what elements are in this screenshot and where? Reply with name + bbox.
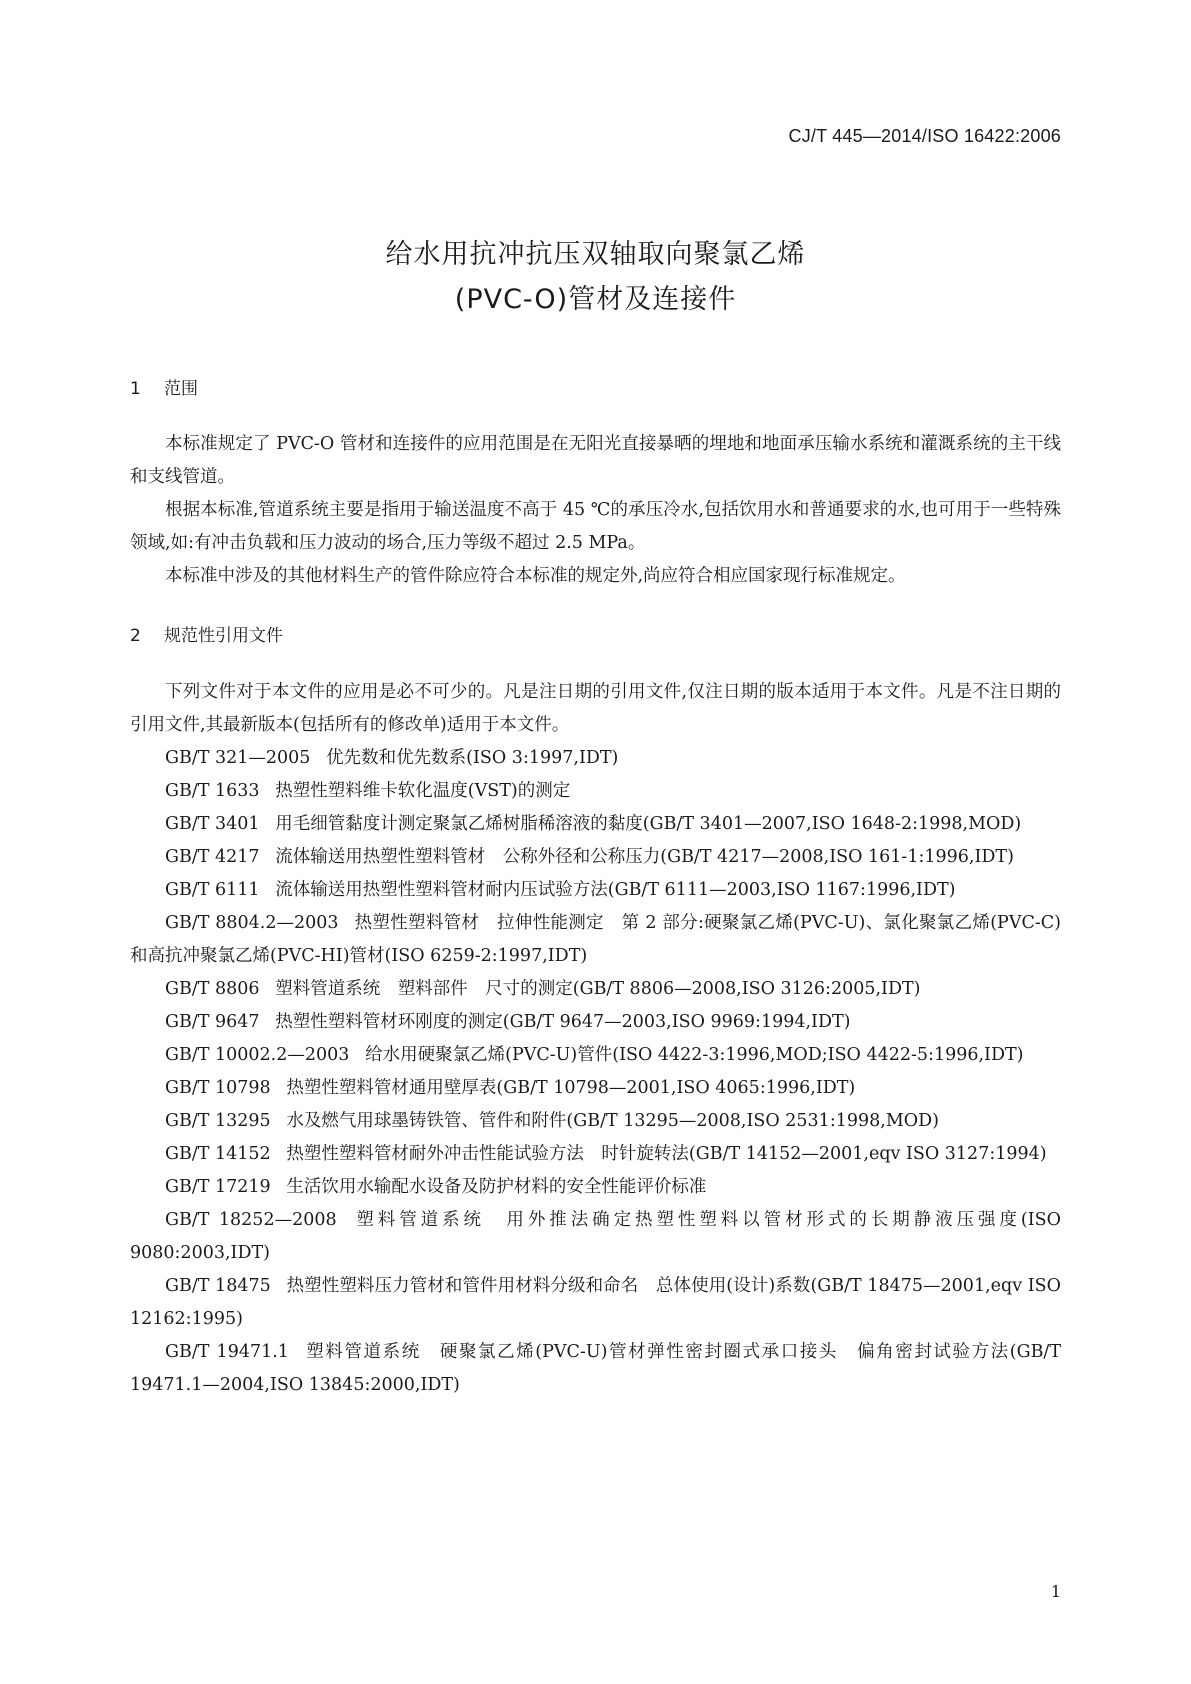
reference-item [130, 874, 1061, 907]
reference-item [130, 1171, 1061, 1204]
reference-code: GB/T 3401 [165, 814, 260, 834]
reference-code: GB/T 14152 [165, 1144, 271, 1164]
reference-item [130, 907, 1061, 973]
reference-code: GB/T 1633 [165, 781, 260, 801]
reference-item [130, 808, 1061, 841]
reference-item [130, 1072, 1061, 1105]
reference-item [130, 1204, 1061, 1270]
reference-item [130, 742, 1061, 775]
reference-code: GB/T 8806 [165, 979, 260, 999]
reference-item [130, 1270, 1061, 1336]
reference-title: 热塑性塑料管材环刚度的测定(GB/T 9647—2003,ISO 9969:1994,IDT) [275, 1012, 851, 1032]
reference-item [130, 973, 1061, 1006]
reference-code: GB/T 8804.2—2003 [165, 913, 339, 933]
reference-item [130, 775, 1061, 808]
document-title-line-1: 给水用抗冲抗压双轴取向聚氯乙烯 [385, 239, 806, 270]
section-number: 2 [130, 626, 141, 646]
reference-title: 热塑性塑料压力管材和管件用材料分级和命名 总体使用(设计)系数(GB/T 18475—2001,eqv ISO 12162:1995) [130, 1276, 1061, 1329]
reference-code: GB/T 10798 [165, 1078, 271, 1098]
reference-title: 塑料管道系统 塑料部件 尺寸的测定(GB/T 8806—2008,ISO 3126:2005,IDT) [275, 979, 921, 999]
reference-code: GB/T 19471.1 [165, 1342, 289, 1362]
scope-paragraph: 根据本标准,管道系统主要是指用于输送温度不高于 45 ℃的承压冷水,包括饮用水和普通要求的水,也可用于一些特殊领域,如:有冲击负载和压力波动的场合,压力等级不超过 2.5 MPa。 [130, 500, 1061, 553]
reference-title: 热塑性塑料管材 拉伸性能测定 第 2 部分:硬聚氯乙烯(PVC-U)、氯化聚氯乙烯(PVC-C)和高抗冲聚氯乙烯(PVC-HI)管材(ISO 6259-2:1997,IDT) [130, 913, 1061, 966]
reference-item [130, 841, 1061, 874]
normative-references [130, 676, 1061, 1402]
reference-code: GB/T 10002.2—2003 [165, 1045, 350, 1065]
reference-title: 给水用硬聚氯乙烯(PVC-U)管件(ISO 4422-3:1996,MOD;ISO 4422-5:1996,IDT) [365, 1045, 1024, 1065]
reference-code: GB/T 17219 [165, 1177, 271, 1197]
reference-code: GB/T 13295 [165, 1111, 271, 1131]
reference-code: GB/T 18252—2008 [165, 1210, 337, 1230]
section-number: 1 [130, 379, 141, 399]
reference-list [130, 742, 1061, 1402]
reference-code: GB/T 6111 [165, 880, 260, 900]
reference-title: 塑料管道系统 硬聚氯乙烯(PVC-U)管材弹性密封圈式承口接头 偏角密封试验方法(GB/T 19471.1—2004,ISO 13845:2000,IDT) [130, 1342, 1062, 1395]
section-2-heading [130, 621, 283, 646]
reference-title: 热塑性塑料管材耐外冲击性能试验方法 时针旋转法(GB/T 14152—2001,eqv ISO 3127:1994) [286, 1144, 1047, 1164]
reference-item [130, 1336, 1061, 1402]
reference-title: 用毛细管黏度计测定聚氯乙烯树脂稀溶液的黏度(GB/T 3401—2007,ISO 1648-2:1998,MOD) [275, 814, 1022, 834]
reference-item [130, 1006, 1061, 1039]
reference-item [130, 1105, 1061, 1138]
reference-title: 热塑性塑料管材通用壁厚表(GB/T 10798—2001,ISO 4065:1996,IDT) [286, 1078, 856, 1098]
reference-title: 水及燃气用球墨铸铁管、管件和附件(GB/T 13295—2008,ISO 2531:1998,MOD) [286, 1111, 939, 1131]
reference-code: GB/T 18475 [165, 1276, 271, 1296]
reference-code: GB/T 4217 [165, 847, 260, 867]
reference-title: 塑料管道系统 用外推法确定热塑性塑料以管材形式的长期静液压强度(ISO 9080:2003,IDT) [130, 1210, 1061, 1263]
reference-title: 流体输送用热塑性塑料管材耐内压试验方法(GB/T 6111—2003,ISO 1167:1996,IDT) [275, 880, 956, 900]
standard-number: CJ/T 445—2014/ISO 16422:2006 [788, 126, 1061, 146]
section-title: 规范性引用文件 [164, 626, 283, 646]
section-1-heading [130, 374, 198, 399]
page-number: 1 [1050, 1582, 1061, 1601]
reference-code: GB/T 9647 [165, 1012, 260, 1032]
reference-item [130, 1138, 1061, 1171]
reference-title: 热塑性塑料维卡软化温度(VST)的测定 [275, 781, 571, 801]
reference-title: 优先数和优先数系(ISO 3:1997,IDT) [326, 748, 619, 768]
references-intro: 下列文件对于本文件的应用是必不可少的。凡是注日期的引用文件,仅注日期的版本适用于本文件。凡是不注日期的引用文件,其最新版本(包括所有的修改单)适用于本文件。 [130, 682, 1061, 735]
reference-title: 生活饮用水输配水设备及防护材料的安全性能评价标准 [286, 1177, 707, 1197]
reference-title: 流体输送用热塑性塑料管材 公称外径和公称压力(GB/T 4217—2008,ISO 161-1:1996,IDT) [275, 847, 1014, 867]
section-title: 范围 [164, 379, 198, 399]
reference-item [130, 1039, 1061, 1072]
reference-code: GB/T 321—2005 [165, 748, 311, 768]
scope-paragraph: 本标准中涉及的其他材料生产的管件除应符合本标准的规定外,尚应符合相应国家现行标准规定。 [165, 566, 906, 586]
scope-paragraph: 本标准规定了 PVC-O 管材和连接件的应用范围是在无阳光直接暴晒的埋地和地面承压输水系统和灌溉系统的主干线和支线管道。 [130, 434, 1061, 487]
document-title-line-2: (PVC-O)管材及连接件 [454, 284, 737, 315]
scope-text [130, 428, 1061, 593]
